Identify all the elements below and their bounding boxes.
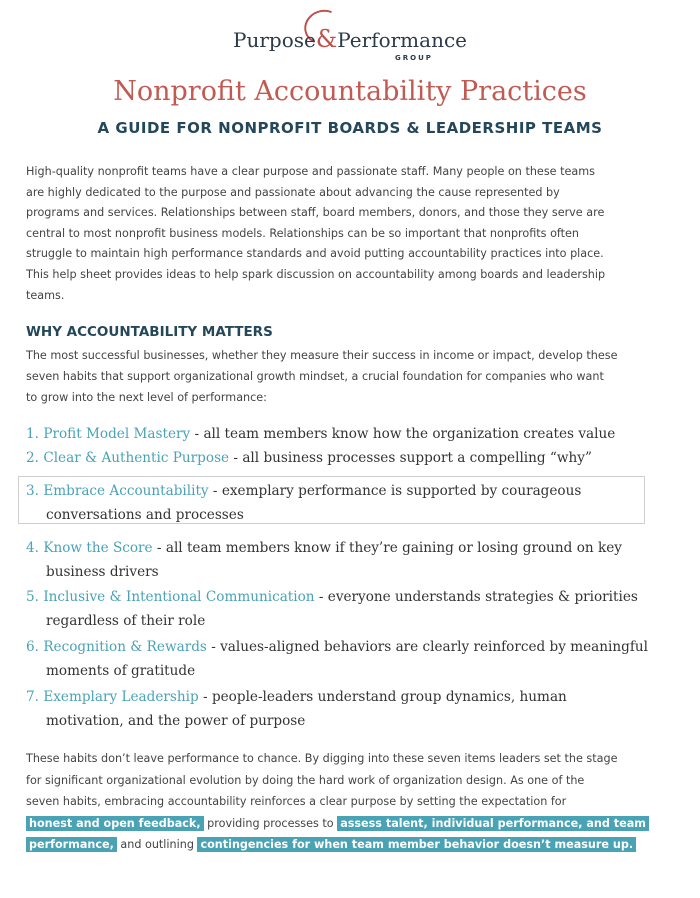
habit-item: 6. Recognition & Rewards - values-aligned behaviors are clearly reinforced by meaningful moments of gratitude (26, 639, 648, 679)
highlight-text: assess talent, individual performance, and team (337, 816, 649, 831)
habit-item: 4. Know the Score - all team members know if they’re gaining or losing ground on key business drivers (26, 540, 622, 580)
highlight-text: contingencies for when team member behavior doesn’t measure up. (197, 837, 636, 852)
section-heading: WHY ACCOUNTABILITY MATTERS (26, 324, 273, 340)
page-subtitle: A GUIDE FOR NONPROFIT BOARDS & LEADERSHIP TEAMS (97, 119, 603, 137)
logo-group: GROUP (395, 54, 433, 62)
intro-paragraph: High-quality nonprofit teams have a clear purpose and passionate staff. Many people on these teams are highly dedicated to the purpose and passionate about advancing the cause represented by programs and services. Relationships between staff, board members, donors, and those they serve are central to most nonprofit business models. Relationships can be so important that nonprofits often struggle to maintain high performance standards and avoid putting accountability practices into place. This help sheet provides ideas to help spark discussion on accountability among boards and leadership teams. (26, 165, 606, 302)
closing-paragraph: These habits don’t leave performance to chance. By digging into these seven items leaders set the stage for significant organizational evolution by doing the hard work of organization design. As one of the seven habits, embracing accountability reinforces a clear purpose by setting the expectation for honest and open feedback, providing processes to assess talent, individual performance, and team performance, and outlining contingencies for when team member behavior doesn’t measure up. (26, 748, 676, 856)
logo (0, 10, 700, 62)
page-title: Nonprofit Accountability Practices (113, 76, 587, 107)
habit-item: 7. Exemplary Leadership - people-leaders understand group dynamics, human motivation, and the power of purpose (26, 689, 567, 729)
highlight-text: performance, (26, 837, 117, 852)
section-intro: The most successful businesses, whether they measure their success in income or impact, develop these seven habits that support organizational growth mindset, a crucial foundation for companies who want to grow into the next level of performance: (26, 349, 618, 404)
habit-item: 2. Clear & Authentic Purpose - all business processes support a compelling “why” (26, 450, 592, 466)
habit-item: 1. Profit Model Mastery - all team members know how the organization creates value (26, 426, 616, 442)
habit-item: 3. Embrace Accountability - exemplary performance is supported by courageous conversations and processes (26, 483, 582, 523)
logo-text: Purpose&Performance (233, 25, 467, 53)
habit-item: 5. Inclusive & Intentional Communication - everyone understands strategies & priorities regardless of their role (26, 589, 638, 629)
highlight-text: honest and open feedback, (26, 816, 204, 831)
